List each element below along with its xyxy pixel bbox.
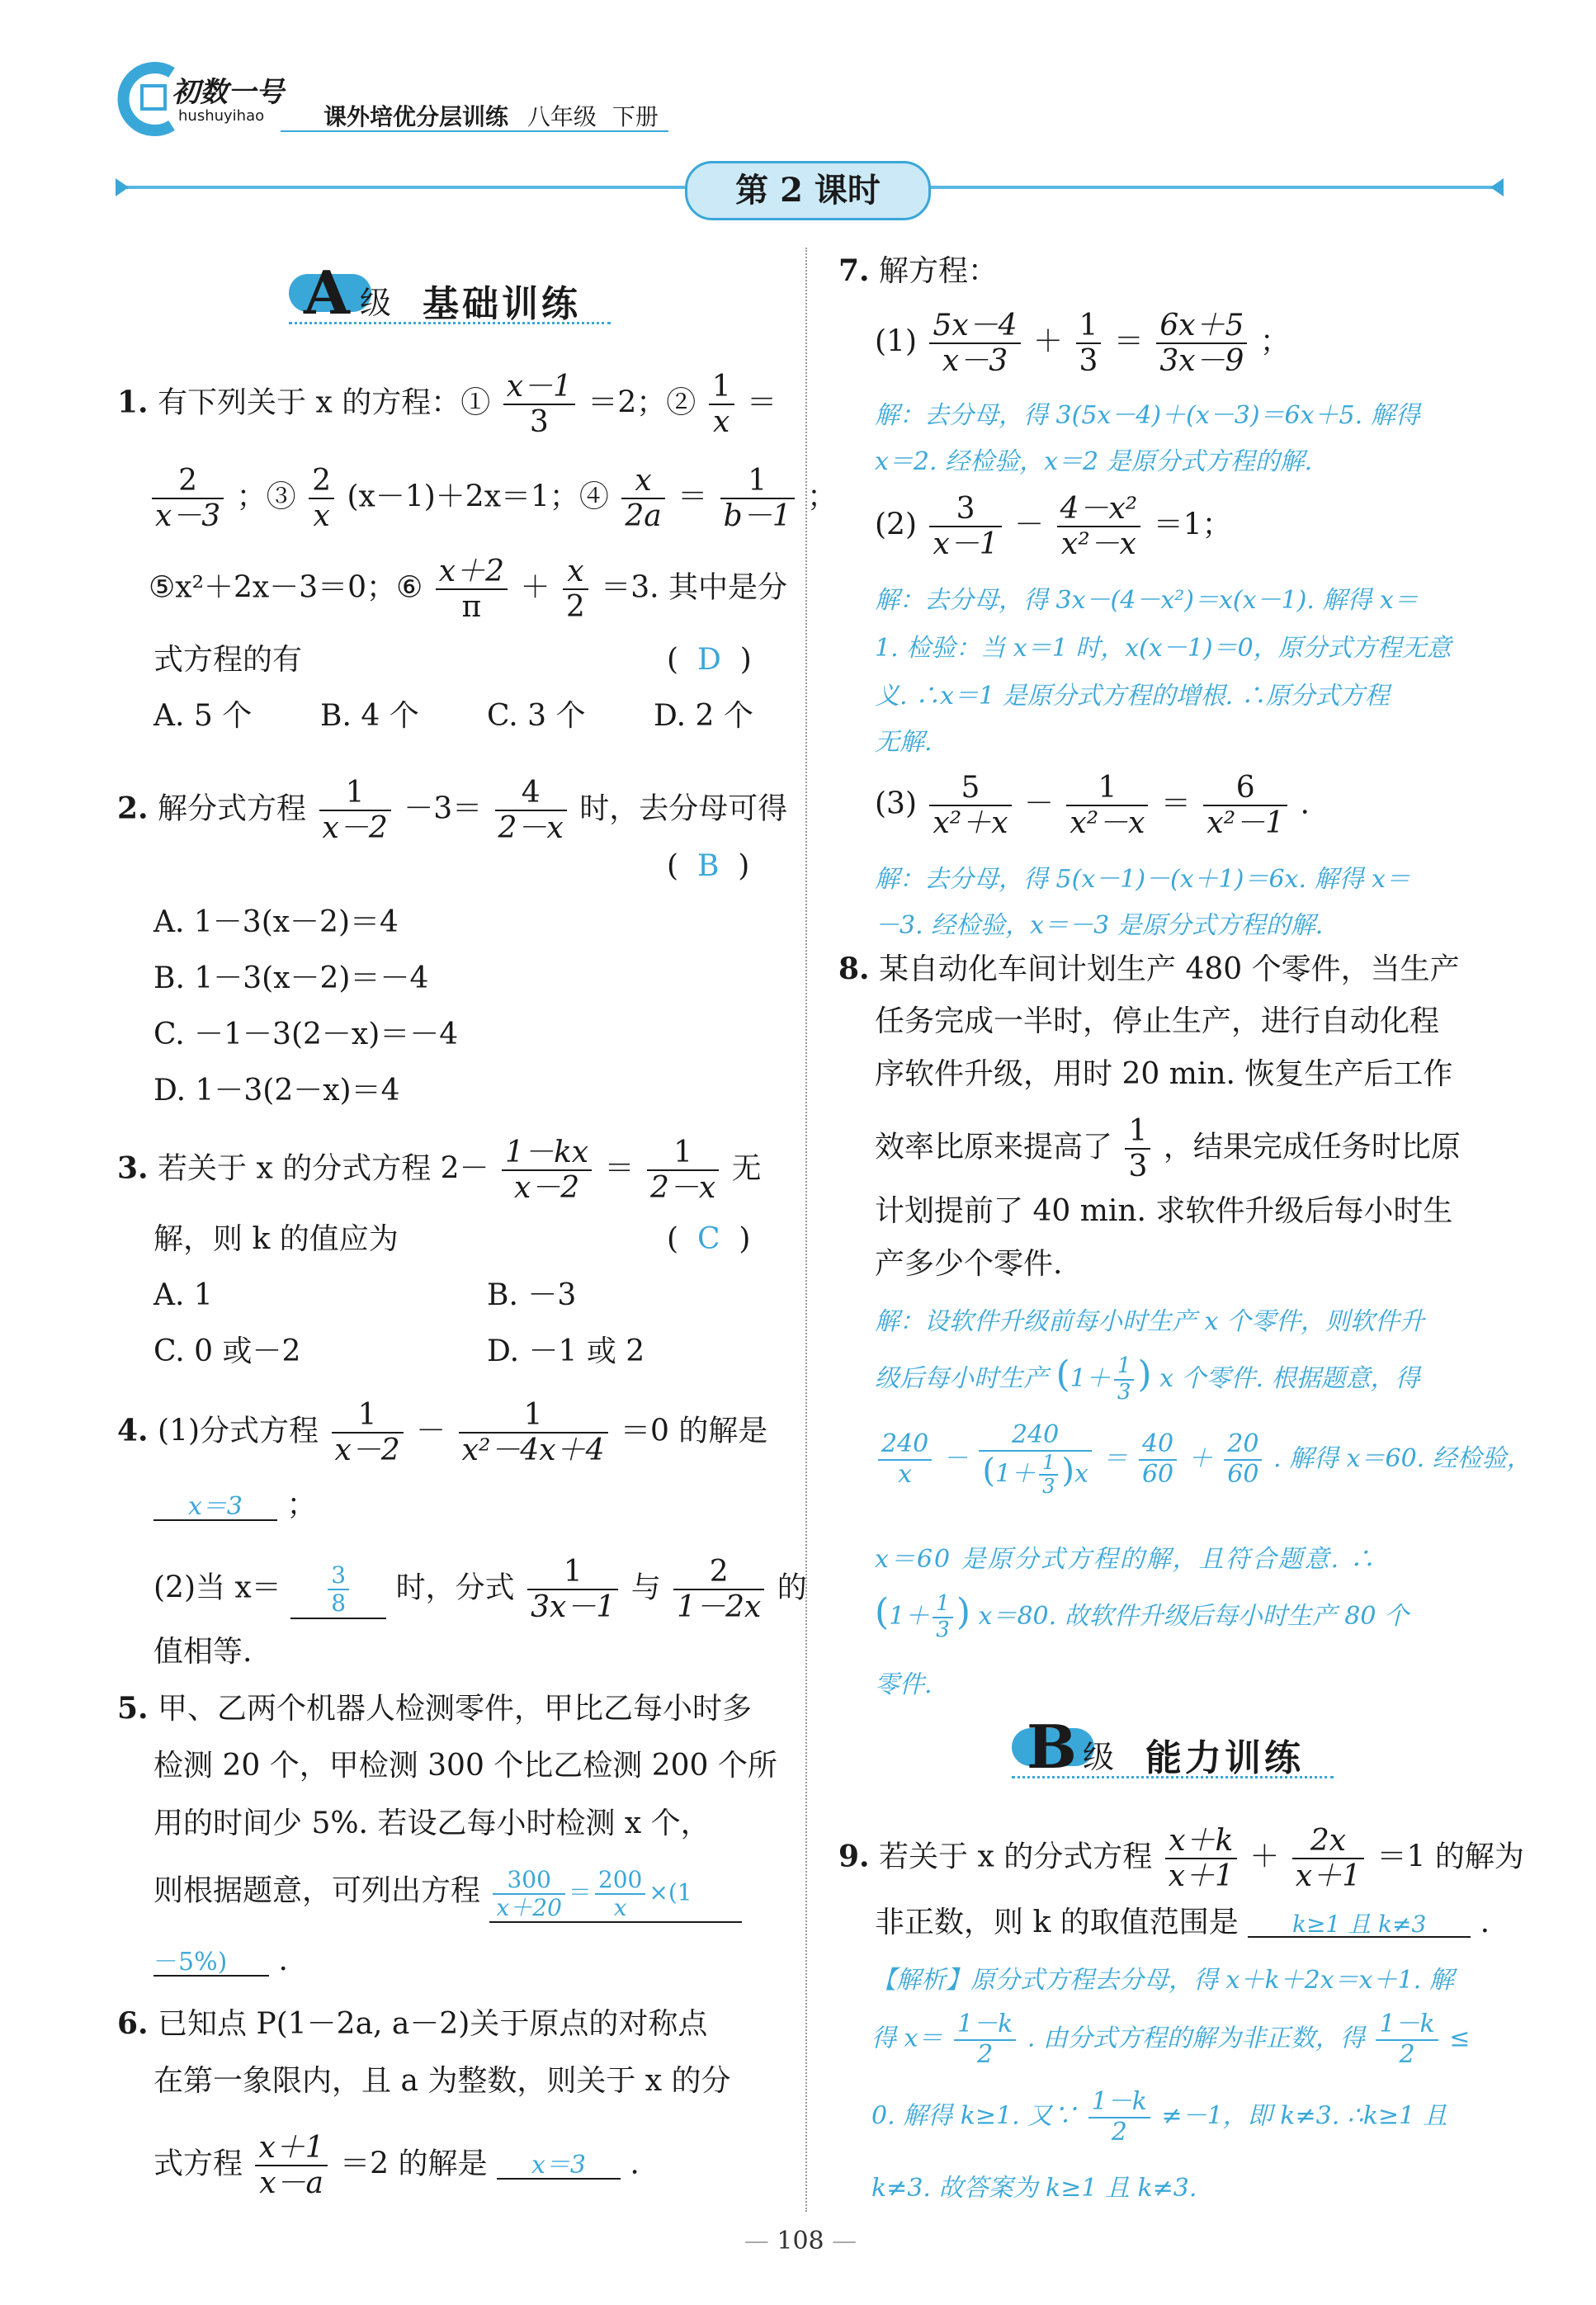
q9-text: .: [1480, 1906, 1490, 1939]
q6-f1-num: x＋1: [255, 2131, 327, 2166]
section-b-level: 级: [1083, 1739, 1115, 1775]
q8-sol-fraction: [933, 1592, 953, 1643]
q7-text: .: [1300, 786, 1310, 821]
q8-line6: 产多少个零件.: [875, 1247, 1063, 1281]
q6-fraction: [255, 2131, 327, 2201]
q9-sol2-den: 2: [977, 2039, 994, 2069]
q1-text: ＋: [520, 570, 550, 605]
q1-fraction: [436, 555, 508, 625]
q8-line4: [875, 1114, 1461, 1184]
q1-line1: [117, 370, 777, 440]
q9-sol-fraction: [954, 2010, 1016, 2069]
q7-p3-f1-num: 5: [929, 771, 1011, 806]
q2-option-a: A. 1－3(x－2)＝4: [153, 905, 399, 939]
volume: 下册: [611, 103, 659, 130]
q5-ans-f1-den: x＋20: [496, 1894, 562, 1922]
q9-answer: k≥1 且 k≠3: [1248, 1913, 1471, 1938]
q4-text: －: [416, 1414, 446, 1448]
q7-p2-solution-line4: 无解.: [875, 728, 933, 757]
q1-text: ＝3. 其中是分: [601, 570, 788, 605]
q7-p3-f2-den: x²－x: [1070, 806, 1145, 841]
title-rule-right: [926, 186, 1494, 189]
q1-f8-num: x: [563, 555, 588, 590]
q3-fraction: [502, 1136, 592, 1206]
q4-text: (2)当 x＝: [153, 1571, 281, 1605]
q6-text: 已知点 P(1－2a, a－2)关于原点的对称点: [158, 2007, 708, 2041]
q7-part3: [875, 771, 1310, 841]
q9-sol-fraction: [1088, 2088, 1150, 2147]
section-a-name: 基础训练: [423, 283, 581, 325]
series-name: 课外培优分层训练: [323, 103, 509, 130]
q1-fraction: [720, 464, 795, 534]
q5-ans-fraction: [493, 1867, 564, 1921]
page-number-text: 108: [777, 2227, 824, 2255]
q6-f1-den: x－a: [259, 2166, 323, 2201]
q8-sol5-num: 1: [933, 1592, 953, 1618]
q6-line1: [117, 2006, 708, 2041]
q5-line4: [153, 1867, 742, 1923]
q2-fraction: [319, 776, 391, 846]
q2-number: 2.: [117, 791, 149, 826]
q7-p2-f1-num: 3: [929, 492, 1001, 527]
q9-text: 若关于 x 的分式方程: [879, 1840, 1153, 1874]
q4-line3: [153, 1555, 807, 1625]
q4-f3-den: 3x－1: [531, 1590, 616, 1625]
q5-ans-f2-den: x: [613, 1894, 627, 1922]
q7-p1-solution-line2: x＝2. 经检验，x＝2 是原分式方程的解.: [875, 447, 1313, 476]
q7-p2-solution-line1: 解：去分母，得 3x－(4－x²)＝x(x－1). 解得 x＝: [875, 586, 1419, 615]
q4-f2-den: x²－4x＋4: [461, 1434, 605, 1468]
q7-p1-f1-den: x－3: [942, 344, 1008, 379]
q8-sol-fraction: [1039, 1452, 1058, 1499]
q7-text: ＋: [1033, 324, 1064, 359]
q7-p2-solution-line3: 义. ∴x＝1 是原分式方程的增根. ∴原分式方程: [875, 682, 1390, 711]
q3-option-a: A. 1: [153, 1278, 213, 1312]
q1-fraction: [309, 464, 334, 534]
q3-line2: 解，则 k 的值应为: [153, 1222, 399, 1256]
q7-title: [838, 253, 999, 288]
q2-line1: [117, 776, 787, 846]
q8-sol-text: x 个零件. 根据题意，得: [1159, 1364, 1420, 1393]
q5-text: .: [278, 1944, 288, 1977]
q1-f1-den: 3: [529, 405, 549, 440]
q8-sol-text: 1＋: [994, 1459, 1036, 1489]
q1-fraction: [152, 464, 224, 534]
q7-p3-f3-den: x²－1: [1206, 806, 1285, 841]
rule-left-arrow-icon: [116, 178, 129, 196]
q1-text: ；: [807, 479, 838, 514]
q9-sol3-den: 2: [1111, 2117, 1127, 2147]
q1-f3-den: x－3: [155, 499, 221, 534]
q7-text: ＝1；: [1153, 508, 1232, 542]
q5-ans-text: ×(1: [649, 1878, 692, 1906]
q1-text: ＝: [747, 385, 777, 420]
q4-fraction: [459, 1398, 608, 1468]
q1-f2-den: x: [713, 405, 730, 440]
q9-sol-text: 0. 解得 k≥1. 又∵: [871, 2101, 1078, 2131]
series-title: [323, 99, 659, 132]
q3-line1: [117, 1136, 762, 1206]
section-b-letter: B: [1027, 1712, 1077, 1782]
q7-text: ；: [1259, 324, 1290, 359]
q8-fraction: [1125, 1114, 1150, 1184]
q1-f6-den: b－1: [723, 499, 791, 534]
q4-text: 时，分式: [395, 1571, 515, 1605]
q4-number: 4.: [117, 1413, 149, 1448]
section-b-name: 能力训练: [1145, 1737, 1304, 1779]
q4-f1-den: x－2: [334, 1434, 400, 1468]
q2-answer-paren: ( B ): [667, 849, 750, 883]
q4-fraction: [527, 1555, 618, 1625]
q5-ans-f2-num: 200: [595, 1867, 645, 1895]
q9-sol-text: . 由分式方程的解为非正数，得: [1027, 2024, 1365, 2053]
q9-sol3-num: 1－k: [1088, 2088, 1150, 2118]
lesson-title-text: 第 2 课时: [735, 171, 881, 210]
q2-option-d: D. 1－3(2－x)＝4: [153, 1074, 400, 1108]
q9-f1-den: x＋1: [1168, 1859, 1234, 1894]
q4-fraction: [332, 1398, 404, 1468]
q7-text: ＝: [1113, 324, 1144, 359]
header-underline: [281, 130, 668, 132]
q1-fraction: [709, 370, 734, 440]
q9-number: 9.: [838, 1839, 870, 1874]
q4-text: ；: [286, 1488, 317, 1522]
q6-number: 6.: [117, 2006, 149, 2041]
q8-sol-fraction: [979, 1421, 1092, 1499]
q3-answer-paren: ( C ): [667, 1222, 751, 1256]
q7-p2-f1-den: x－1: [933, 527, 999, 562]
page-number: — 108 —: [744, 2227, 857, 2255]
q8-text: ，结果完成任务时比原: [1163, 1130, 1461, 1164]
q1-text: (x－1)＋2x＝1；④: [347, 479, 609, 514]
q5-answer: [489, 1867, 742, 1923]
q1-option-d: D. 2 个: [654, 699, 753, 733]
q7-text: 解方程：: [879, 254, 999, 288]
q8-sol3-f4-num: 20: [1224, 1430, 1262, 1461]
q5-line2: 检测 20 个，甲检测 300 个比乙检测 200 个所: [153, 1749, 777, 1783]
section-b-underline: [1012, 1776, 1334, 1778]
q9-sol2-f2-den: 2: [1399, 2039, 1415, 2069]
q3-option-b: B. －3: [487, 1278, 577, 1312]
q9-f2-num: 2x: [1292, 1824, 1364, 1859]
q9-sol2-num: 1－k: [954, 2010, 1016, 2041]
q8-sol3-inner-num: 1: [1039, 1452, 1058, 1476]
q7-p3-solution-line2: －3. 经检验，x＝－3 是原分式方程的解.: [875, 911, 1324, 940]
q1-line4: 式方程的有: [153, 643, 303, 677]
q8-number: 8.: [838, 952, 870, 986]
q6-line2: 在第一象限内，且 a 为整数，则关于 x 的分: [153, 2064, 731, 2098]
q7-p3-f2-num: 1: [1066, 771, 1148, 806]
logo: [114, 58, 304, 140]
q7-fraction: [1076, 309, 1102, 379]
q8-sol3-f1-num: 240: [878, 1430, 932, 1461]
q7-fraction: [1057, 492, 1141, 562]
q5-line1: [117, 1693, 752, 1724]
q7-fraction: [1066, 771, 1148, 841]
q8-sol3-f1-den: x: [898, 1459, 913, 1489]
q8-sol-text: －: [942, 1443, 968, 1473]
q7-p3-f3-num: 6: [1203, 771, 1287, 806]
q2-f2-num: 4: [495, 776, 567, 811]
q7-fraction: [1156, 309, 1247, 379]
q7-p3-solution-line1: 解：去分母，得 5(x－1)－(x＋1)＝6x. 解得 x＝: [875, 865, 1410, 894]
q7-fraction: [929, 492, 1001, 562]
q6-text: ＝2 的解是: [340, 2147, 488, 2181]
lesson-title: [685, 161, 931, 220]
q8-sol3-f3-den: 60: [1141, 1459, 1174, 1489]
q1-f4-num: 2: [309, 464, 334, 499]
q4-fraction: [673, 1555, 764, 1625]
q9-f1-num: x＋k: [1165, 1824, 1237, 1859]
q8-line5: 计划提前了 40 min. 求软件升级后每小时生: [875, 1194, 1453, 1228]
logo-text: 初数一号: [172, 76, 284, 109]
q9-text: 非正数，则 k 的取值范围是: [875, 1906, 1239, 1939]
q1-number: 1.: [117, 385, 149, 420]
q1-answer: D: [696, 643, 721, 677]
grade: 八年级: [526, 103, 597, 130]
q8-sol3-inner-den: 3: [1042, 1475, 1055, 1499]
q8-sol-text: ＋: [1188, 1443, 1213, 1473]
q1-f2-num: 1: [709, 370, 734, 405]
q8-sol-fraction: [1114, 1354, 1135, 1405]
q8-sol3-f3-num: 40: [1139, 1430, 1177, 1461]
q7-p1-f3-num: 6x＋5: [1156, 309, 1247, 344]
q7-number: 7.: [838, 253, 870, 288]
q9-f2-den: x＋1: [1295, 1859, 1362, 1894]
q1-f4-den: x: [313, 499, 330, 534]
q3-f1-den: x－2: [513, 1171, 580, 1206]
q8-sol2-num: 1: [1114, 1354, 1135, 1381]
q1-text: ＝: [678, 479, 708, 514]
q3-option-d: D. －1 或 2: [487, 1334, 645, 1368]
q8-line1: [838, 954, 1460, 985]
q7-fraction: [1203, 771, 1287, 841]
q4-line1: [117, 1398, 767, 1468]
q2-f1-num: 1: [319, 776, 391, 811]
q4-text: 的: [777, 1571, 807, 1605]
q7-p2-label: (2): [875, 508, 917, 542]
q6-text: 式方程: [153, 2147, 243, 2181]
q7-p2-f2-num: 4－x²: [1057, 492, 1141, 527]
q1-text: ⑤x²＋2x－3＝0；⑥: [149, 570, 423, 605]
q2-answer: B: [696, 849, 720, 883]
q4-f4-num: 2: [673, 1555, 764, 1590]
q5-ans-fraction: [595, 1867, 645, 1921]
q1-f8-den: 2: [565, 590, 585, 625]
q1-f7-den: π: [461, 590, 482, 625]
q4-text: (1)分式方程: [158, 1414, 319, 1448]
q4-answer-2: [290, 1562, 386, 1618]
q7-p2-solution-line2: 1. 检验：当 x＝1 时，x(x－1)＝0，原分式方程无意: [875, 634, 1452, 663]
q8-sol-text: 级后每小时生产: [875, 1364, 1048, 1393]
q9-text: ＋: [1249, 1840, 1280, 1874]
q8-solution-line3: [875, 1421, 1532, 1499]
q8-solution-line1: 解：设软件升级前每小时生产 x 个零件，则软件升: [875, 1307, 1424, 1336]
q8-sol3-f2-den: (1＋ $\frac{1}{3}$ )x: [982, 1450, 1088, 1499]
q2-option-b: B. 1－3(x－2)＝－4: [153, 961, 429, 995]
q7-p1-f3-den: 3x－9: [1159, 344, 1244, 379]
q7-fraction: [929, 309, 1020, 379]
q3-number: 3.: [117, 1150, 149, 1186]
section-a-letter: A: [304, 257, 350, 328]
q9-solution-line2: [871, 2010, 1470, 2069]
q4-f4-den: 1－2x: [677, 1590, 762, 1625]
q7-text: ＝: [1160, 786, 1191, 821]
q2-text: －3＝: [404, 791, 483, 826]
q8-sol3-f4-den: 60: [1227, 1459, 1259, 1489]
q3-text: 无: [731, 1151, 762, 1186]
q4-answer-2-fraction: [328, 1562, 349, 1617]
q1-option-a: A. 5 个: [153, 699, 253, 733]
q7-p1-f2-den: 3: [1079, 344, 1098, 379]
q4-ans2-den: 8: [331, 1589, 347, 1618]
q6-text: .: [630, 2147, 640, 2181]
q8-text: 效率比原来提高了: [875, 1130, 1113, 1164]
q1-fraction: [621, 464, 664, 534]
q9-sol-text: 得 x＝: [871, 2024, 943, 2053]
q2-option-c: C. －1－3(2－x)＝－4: [153, 1018, 459, 1051]
rule-right-arrow-icon: [1490, 178, 1504, 196]
q8-solution-line6: 零件.: [875, 1670, 933, 1699]
q1-f5-den: 2a: [625, 499, 662, 534]
q7-fraction: [929, 771, 1011, 841]
q1-fraction: [563, 555, 588, 625]
q8-line2: 任务完成一半时，停止生产，进行自动化程: [875, 1004, 1440, 1038]
q5-ans-text: ＝: [568, 1878, 592, 1906]
q8-sol5-den: 3: [936, 1618, 950, 1642]
q1-text: 有下列关于 x 的方程：①: [158, 385, 491, 420]
q1-option-b: B. 4 个: [320, 699, 419, 733]
q7-text: －: [1023, 786, 1054, 821]
q9-solution-line4: k≠3. 故答案为 k≥1 且 k≠3.: [871, 2174, 1197, 2203]
q9-sol-fraction: [1376, 2010, 1438, 2069]
logo-subtext: hushuyihao: [178, 107, 265, 125]
q9-fraction: [1165, 1824, 1237, 1894]
q5-ans-f1-num: 300: [493, 1867, 564, 1895]
column-divider: [805, 248, 807, 2212]
q6-answer: x＝3: [497, 2153, 621, 2180]
q8-sol2-den: 3: [1117, 1380, 1131, 1405]
q1-line2: [149, 464, 837, 534]
q4-f2-num: 1: [459, 1398, 608, 1434]
q7-p1-label: (1): [875, 324, 917, 359]
q7-p1-f1-num: 5x－4: [929, 309, 1020, 344]
q1-f6-num: 1: [720, 464, 795, 499]
q4-answer-1: x＝3: [153, 1495, 277, 1521]
q1-f7-num: x＋2: [436, 555, 508, 590]
q8-sol-fraction: [878, 1430, 932, 1489]
q8-sol-fraction: [1224, 1430, 1262, 1489]
q1-answer-paren: ( D ): [667, 643, 752, 677]
section-a-underline: [289, 322, 611, 324]
q6-line3: [153, 2131, 640, 2201]
q9-sol-text: ≠－1，即 k≠3. ∴k≥1 且: [1161, 2101, 1447, 2131]
q1-text: ；③: [236, 479, 296, 514]
q8-sol-text: 1＋: [1070, 1364, 1111, 1393]
q2-f1-den: x－2: [322, 811, 388, 846]
q9-solution-line3: [871, 2088, 1447, 2147]
q1-f5-num: x: [621, 464, 664, 499]
q4-text: ＝0 的解是: [620, 1414, 768, 1448]
q8-sol-text: x: [1074, 1459, 1088, 1489]
q5-number: 5.: [117, 1691, 149, 1726]
q3-option-c: C. 0 或－2: [153, 1334, 301, 1368]
q7-p3-label: (3): [875, 786, 917, 821]
q3-f2-num: 1: [647, 1136, 719, 1171]
q7-part1: [875, 309, 1290, 379]
q8-sol-text: 1＋: [889, 1602, 930, 1631]
q9-fraction: [1292, 1824, 1364, 1894]
q2-text: 时，去分母可得: [579, 791, 788, 826]
q2-fraction: [495, 776, 567, 846]
q8-sol-text: . 解得 x＝60. 经检验，: [1273, 1443, 1532, 1473]
q3-fraction: [647, 1136, 719, 1206]
q9-sol-text: ≤: [1449, 2024, 1471, 2053]
q4-text: 与: [630, 1571, 661, 1605]
q1-text: ＝2；②: [588, 385, 696, 420]
q5-answer-cont: －5%): [153, 1950, 269, 1977]
q3-text: 若关于 x 的分式方程 2－: [158, 1151, 489, 1186]
q1-fraction: [503, 370, 575, 440]
q9-solution-line1: 【解析】原分式方程去分母，得 x＋k＋2x＝x＋1. 解: [871, 1966, 1454, 1995]
q4-f3-num: 1: [527, 1555, 618, 1590]
q9-text: ＝1 的解为: [1376, 1840, 1524, 1874]
q1-f3-num: 2: [152, 464, 224, 499]
q5-text: 则根据题意，可列出方程: [153, 1873, 481, 1908]
q5-text: 甲、乙两个机器人检测零件，甲比乙每小时多: [158, 1692, 753, 1726]
q3-f2-den: 2－x: [650, 1171, 716, 1206]
title-rule-left: [124, 186, 685, 189]
q9-line2: [875, 1908, 1490, 1938]
q8-line3: 序软件升级，用时 20 min. 恢复生产后工作: [875, 1057, 1453, 1091]
q1-f1-num: x－1: [503, 370, 575, 405]
q2-text: 解分式方程: [158, 791, 307, 826]
q3-text: ＝: [604, 1151, 635, 1186]
q7-p2-f2-den: x²－x: [1060, 527, 1136, 562]
q8-text: 某自动化车间计划生产 480 个零件，当生产: [879, 952, 1460, 986]
q1-option-c: C. 3 个: [487, 699, 586, 733]
q7-part2: [875, 492, 1232, 562]
q9-sol2-f2-num: 1－k: [1376, 2010, 1438, 2041]
q3-answer: C: [696, 1222, 720, 1256]
q8-sol-text: x＝80. 故软件升级后每小时生产 80 个: [978, 1602, 1409, 1631]
q8-sol3-f2-num: 240: [979, 1421, 1092, 1452]
q1-line3: [149, 555, 787, 625]
q7-p1-solution-line1: 解：去分母，得 3(5x－4)＋(x－3)＝6x＋5. 解得: [875, 401, 1420, 430]
q4-line2: [153, 1490, 316, 1521]
q8-f1-num: 1: [1125, 1114, 1150, 1150]
q4-line4: 值相等.: [153, 1635, 253, 1669]
q8-f1-den: 3: [1128, 1150, 1148, 1184]
q8-solution-line5: (1＋ $\frac{1}{3}$ ) x＝80. 故软件升级后每小时生产 80 个: [875, 1591, 1409, 1642]
q4-f1-num: 1: [332, 1398, 404, 1434]
q7-p3-f1-den: x²＋x: [933, 806, 1008, 841]
q8-sol-text: ＝: [1103, 1443, 1128, 1473]
q4-ans2-num: 3: [328, 1562, 349, 1590]
q8-solution-line4: x＝60 是原分式方程的解，且符合题意. ∴: [875, 1545, 1376, 1574]
q3-f1-num: 1－kx: [502, 1136, 592, 1171]
q8-sol-fraction: [1139, 1430, 1177, 1489]
q8-solution-line2: 级后每小时生产 (1＋ $\frac{1}{3}$ ) x 个零件. 根据题意，得: [875, 1353, 1420, 1405]
q2-f2-den: 2－x: [498, 811, 564, 846]
section-a-level: 级: [360, 285, 392, 321]
q5-line3: 用的时间少 5%. 若设乙每小时检测 x 个，: [153, 1807, 711, 1840]
q7-text: －: [1014, 508, 1045, 542]
q7-p1-f2-num: 1: [1076, 309, 1102, 344]
q5-line5: [153, 1946, 288, 1977]
q9-line1: [838, 1824, 1524, 1894]
